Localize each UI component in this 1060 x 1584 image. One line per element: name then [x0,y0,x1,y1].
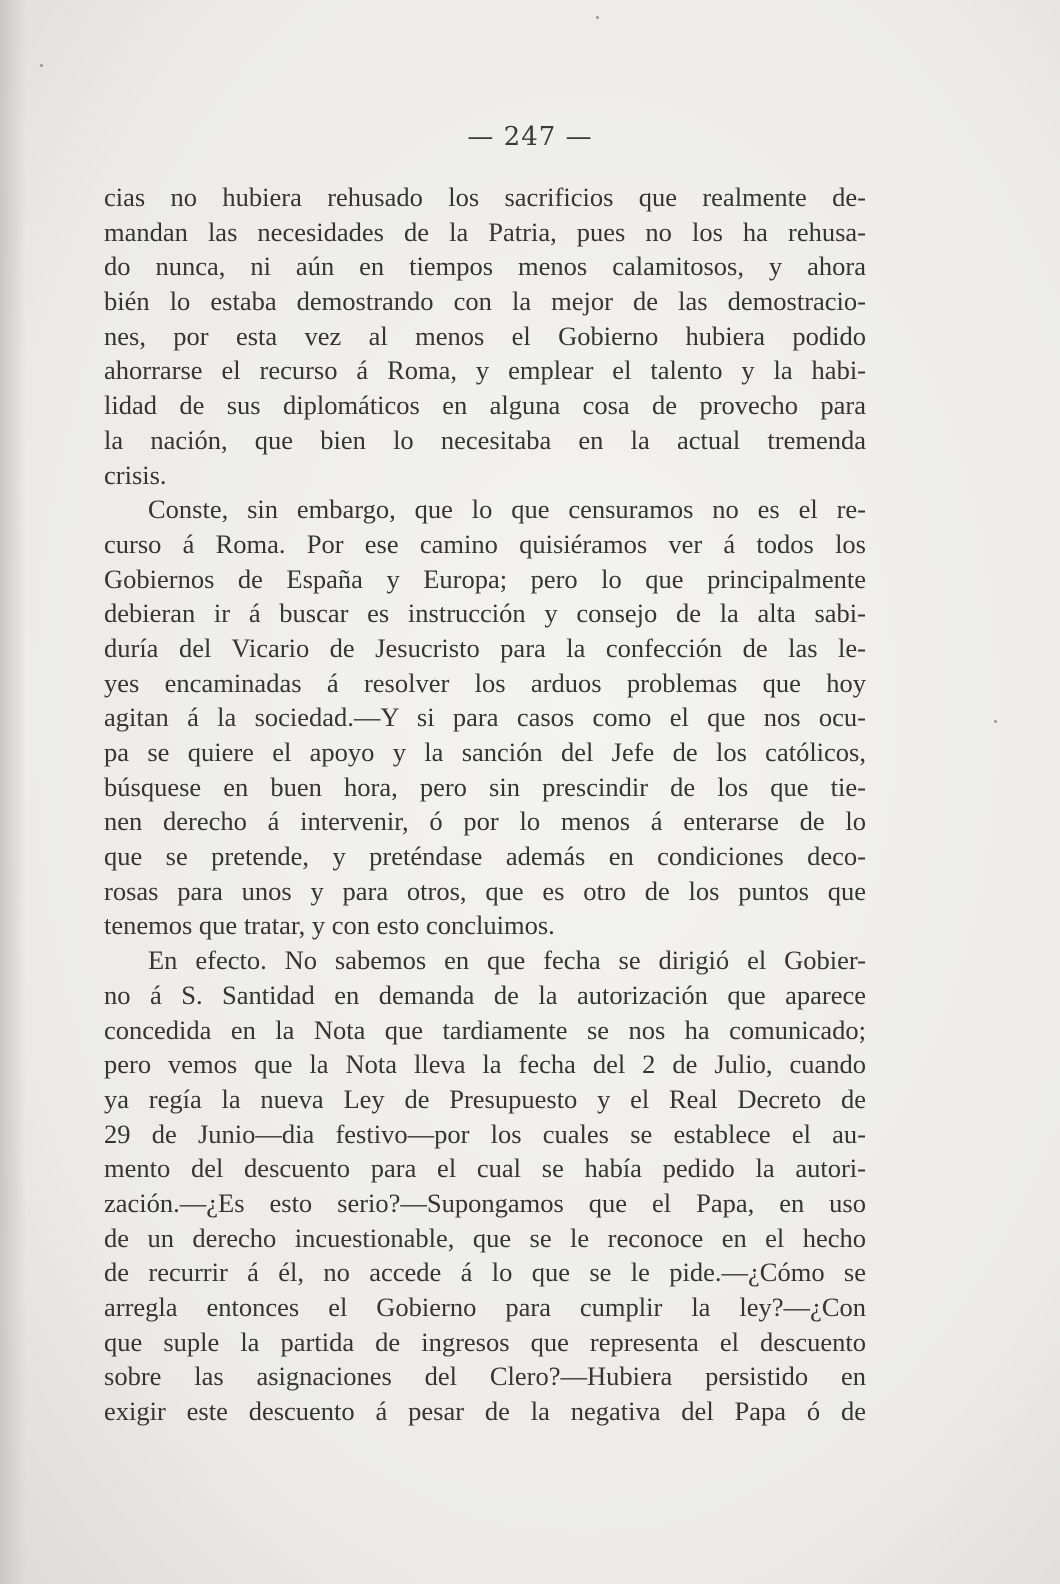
body-text [104,180,866,1429]
text-line: concedida en la Nota que tardiamente se nos ha comunicado; [104,1014,866,1045]
text-line: ya regía la nueva Ley de Presupuesto y el Real Decreto de [104,1083,866,1114]
text-line: agitan á la sociedad.—Y si para casos como el que nos ocu- [104,702,866,733]
text-line: debieran ir á buscar es instrucción y consejo de la alta sabi- [104,598,866,629]
text-line: que se pretende, y preténdase además en condiciones deco- [104,841,866,872]
text-line: mandan las necesidades de la Patria, pues no los ha rehusa- [104,216,866,247]
paper-speck [596,16,599,19]
text-line: de un derecho incuestionable, que se le reconoce en el hecho [104,1222,866,1253]
text-line: Conste, sin embargo, que lo que censuramos no es el re- [148,494,866,525]
paper-speck [994,720,997,723]
text-line: pero vemos que la Nota lleva la fecha del 2 de Julio, cuando [104,1049,866,1080]
page-number: — 247 — [467,122,593,152]
text-line: Gobiernos de España y Europa; pero lo que principalmente [104,563,866,594]
text-line: lidad de sus diplomáticos en alguna cosa de provecho para [104,390,866,421]
text-line: 29 de Junio—dia festivo—por los cuales se establece el au- [104,1118,866,1149]
text-line: de recurrir á él, no accede á lo que se le pide.—¿Cómo se [104,1257,866,1288]
text-line: pa se quiere el apoyo y la sanción del Jefe de los católicos, [104,737,866,767]
text-line: cias no hubiera rehusado los sacrificios que realmente de- [104,182,866,212]
text-line: exigir este descuento á pesar de la negativa del Papa ó de [104,1396,866,1427]
text-line: crisis. [104,459,167,490]
paper-speck [40,64,43,67]
text-line: arregla entonces el Gobierno para cumplir la ley?—¿Con [104,1292,866,1322]
text-line: zación.—¿Es esto serio?—Supongamos que el Papa, en uso [104,1187,866,1218]
text-line: búsquese en buen hora, pero sin prescindir de los que tie- [104,771,866,802]
text-line: sobre las asignaciones del Clero?—Hubiera persistido en [104,1361,866,1392]
text-line: la nación, que bien lo necesitaba en la actual tremenda [104,424,866,455]
text-line: do nunca, ni aún en tiempos menos calamitosos, y ahora [104,251,866,282]
text-line: nes, por esta vez al menos el Gobierno hubiera podido [104,320,866,351]
text-line: curso á Roma. Por ese camino quisiéramos ver á todos los [104,528,866,559]
text-line: bién lo estaba demostrando con la mejor de las demostracio- [104,286,866,317]
text-line: ahorrarse el recurso á Roma, y emplear el talento y la habi- [104,355,866,386]
text-line: yes encaminadas á resolver los arduos problemas que hoy [104,667,866,698]
text-line: En efecto. No sabemos en que fecha se dirigió el Gobier- [148,945,866,976]
text-line: mento del descuento para el cual se había pedido la autori- [104,1153,866,1184]
text-line: duría del Vicario de Jesucristo para la confección de las le- [104,632,866,663]
text-line: tenemos que tratar, y con esto concluimos. [104,910,555,941]
text-line: rosas para unos y para otros, que es otro de los puntos que [104,875,866,906]
text-line: que suple la partida de ingresos que representa el descuento [104,1326,866,1357]
text-line: nen derecho á intervenir, ó por lo menos á enterarse de lo [104,806,866,837]
page-edge-shadow [0,0,26,1584]
text-line: no á S. Santidad en demanda de la autorización que aparece [104,979,866,1010]
